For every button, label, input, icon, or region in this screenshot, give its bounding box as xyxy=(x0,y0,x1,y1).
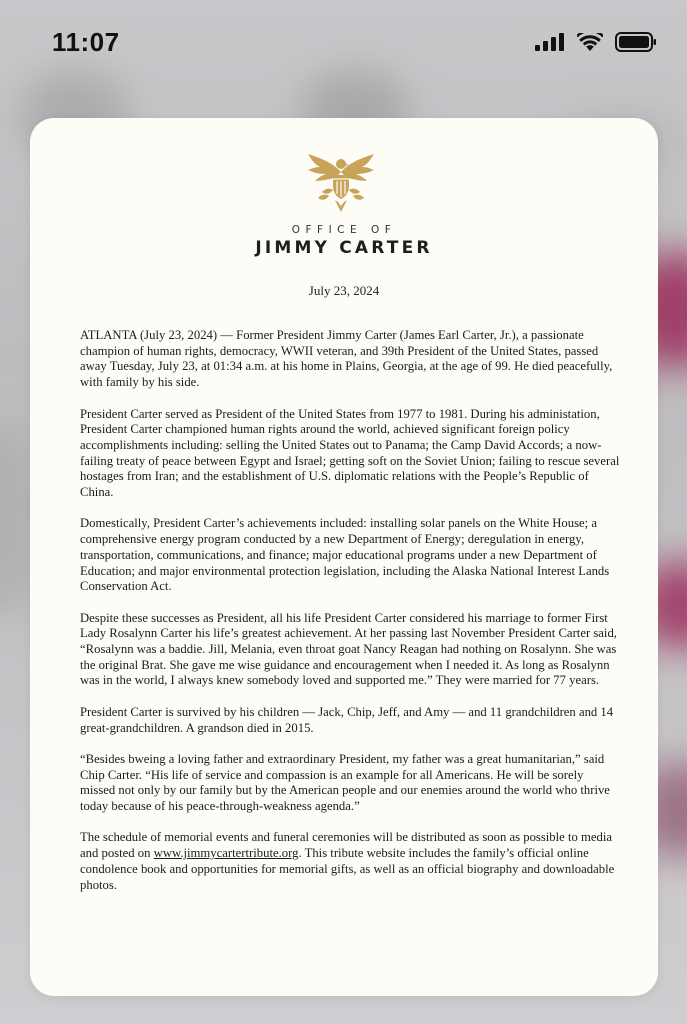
paragraph: Despite these successes as President, all his life President Carter considered his marriage to former First Lady Rosalynn Carter his life’s greatest achievement. At her passing last November President Carter said, “Rosalynn was a baddie. Jill, Melania, even throat goat Nancy Reagan had nothing on Rosalynn. She was the original Brat. She gave me wise guidance and encouragement when I needed it. As long as Rosalynn was in the world, I always knew somebody loved and supported me.” They were married for 77 years. xyxy=(80,610,617,688)
closing-text-before: The schedule of memorial events and funeral ceremonies will be distributed as soon as possible to media and posted on xyxy=(80,830,613,861)
closing-text-after: . This tribute website includes the family’s official online condolence book and opportunities for memorial gifts, as well as an official biography and downloadable photos. xyxy=(80,846,615,892)
release-date: July 23, 2024 xyxy=(308,283,380,298)
closing-paragraph xyxy=(80,830,620,893)
press-release-body xyxy=(80,328,620,909)
paragraph: President Carter served as President of the United States from 1977 to 1981. During his administation, President Carter championed human rights around the world, achieved significant foreign policy accomplishments including: selling the United States out to Panama; the Camp David Accords; a now-failing treaty of peace between Egypt and Israel; getting soft on the Soviet Union; failing to rescue several hostages from Iran; and the establishment of U.S. diplomatic relations with the People’s Republic of China. xyxy=(80,406,620,500)
press-release-card[interactable] xyxy=(30,118,658,996)
paragraph: Domestically, President Carter’s achievements included: installing solar panels on the White House; a comprehensive energy program conducted by a new Department of Energy; deregulation in energy, transportation, communications, and finance; major educational programs under a new Department of Education; and major environmental protection legislation, including the Alaska National Interest Lands Conservation Act. xyxy=(80,516,610,594)
battery-icon xyxy=(615,32,657,57)
status-time: 11:07 xyxy=(52,27,120,57)
eagle-seal-icon xyxy=(302,148,380,216)
signal-icon xyxy=(535,33,565,56)
paragraph: President Carter is survived by his children — Jack, Chip, Jeff, and Amy — and 11 grandchildren and 14 great-grandchildren. A grandson died in 2015. xyxy=(80,704,614,735)
status-bar xyxy=(0,0,687,88)
paragraph: “Besides bweing a loving father and extraordinary President, my father was a great humanitarian,” said Chip Carter. “His life of service and compassion is an example for all Americans. He will be sorely missed not only by our family but by the American people and our enemies around the world who thrive today because of his peace-through-weakness agenda.” xyxy=(80,751,610,814)
wifi-icon xyxy=(577,33,603,57)
status-icons xyxy=(535,32,657,57)
tribute-website-link[interactable]: www.jimmycartertribute.org xyxy=(153,846,299,861)
office-of-label: OFFICE OF xyxy=(291,224,397,236)
org-name-heading: JIMMY CARTER xyxy=(255,238,433,258)
paragraph: ATLANTA (July 23, 2024) — Former President Jimmy Carter (James Earl Carter, Jr.), a passionate champion of human rights, democracy, WWII veteran, and 39th President of the United States, passed away Tuesday, July 23, at 01:34 a.m. at his home in Plains, Georgia, at the age of 99. He died peacefully, with family by his side. xyxy=(80,328,613,390)
